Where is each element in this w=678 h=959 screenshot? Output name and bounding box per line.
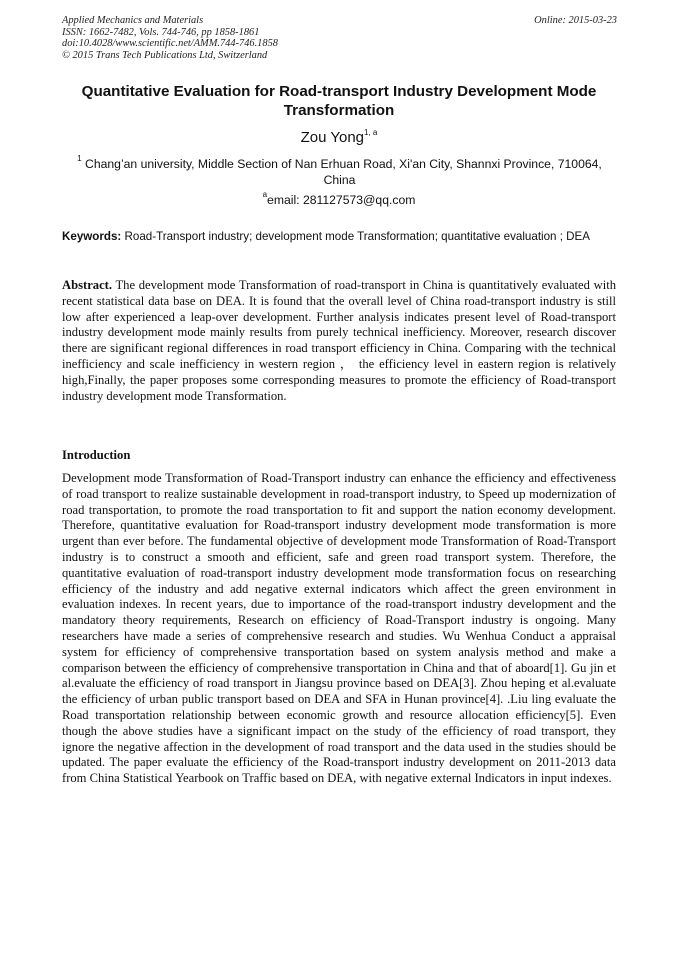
journal-header: [62, 15, 617, 61]
section-heading-introduction: Introduction: [62, 448, 131, 462]
online-date: Online: 2015-03-23: [534, 15, 617, 26]
email-sup: a: [262, 190, 268, 199]
paper-title: Quantitative Evaluation for Road-transport Industry Development Mode Transformation: [81, 83, 597, 119]
email-line: [0, 192, 678, 208]
journal-name: Applied Mechanics and Materials: [62, 15, 204, 26]
keywords-label: Keywords:: [62, 230, 122, 243]
abstract: [62, 278, 616, 404]
journal-doi: doi:10.4028/www.scientific.net/AMM.744-746.1858: [62, 38, 278, 49]
email-text: email: 281127573@qq.com: [267, 193, 416, 207]
abstract-label: Abstract.: [62, 278, 113, 292]
journal-copyright: © 2015 Trans Tech Publications Ltd, Switzerland: [62, 49, 268, 61]
affiliation-sup: 1: [77, 154, 82, 163]
abstract-text: The development mode Transformation of road-transport in China is quantitatively evaluated with recent statistical data base on DEA. It is found that the overall level of China road-transport industry is still low after experienced a leap-over development. Further analysis indicates present level of Road-transport industry development mode mainly results from purely technical inefficiency. Moreover, research discover there are significant regional differences in road transport efficiency in China. Comparing with the technical inefficiency and scale inefficiency in western region ， the efficiency level in eastern region is relatively high,Finally, the paper proposes some corresponding measures to promote the efficiency of Road-transport industry development mode Transformation.: [62, 278, 616, 403]
introduction-text: Development mode Transformation of Road-Transport industry can enhance the efficiency and effectiveness of road transport to realize sustainable development in road-transport industry, to Speed up modernization of road transportation, to promote the road transportation to fit and support the nation economy development. Therefore, quantitative evaluation for Road-transport industry development mode transformation is more urgent than ever before. The fundamental objective of development mode Transformation of Road-Transport industry is to construct a smooth and efficient, safe and green road transport system. Therefore, the quantitative evaluation of road-transport industry development mode transformation focus on researching efficiency of the industry and add negative external indicators which affect the green environment in evaluation indexes. In recent years, due to importance of the road-transport industry development and the mandatory theory requirements, Research on efficiency of Road-Transport industry is ongoing. Many researchers have made a series of comprehensive research and studies. Wu Wenhua Conduct a appraisal system for efficiency of comprehensive transportation based on system analysis method and make a comparison between the efficiency of comprehensive transportation in China and that of aboard[1]. Gu jin et al.evaluate the efficiency of road transport in Jiangsu province based on DEA[3]. Zhou heping et al.evaluate the efficiency of urban public transport based on DEA and SFA in Hunan province[4]. .Liu ling evaluate the Road transportation relationship between economic growth and resource allocation efficiency[5]. Even though the above studies have a significant impact on the study of the efficiency of road transport, they ignore the negative affection in the development of road transport and the data used in the studies should be updated. The paper evaluate the efficiency of the Road-transport industry development on 2011-2013 data from China Statistical Yearbook on Traffic based on DEA, with negative external Indicators in input indexes.: [62, 471, 616, 786]
affiliation: [62, 156, 617, 188]
author-name: Zou Yong: [300, 129, 365, 146]
keywords: [62, 229, 616, 244]
affiliation-text: Chang’an university, Middle Section of Nan Erhuan Road, Xi'an City, Shannxi Province, 710064, China: [85, 157, 602, 187]
journal-issn: ISSN: 1662-7482, Vols. 744-746, pp 1858-1861: [62, 26, 260, 38]
keywords-text: Road-Transport industry; development mode Transformation; quantitative evaluation ; DEA: [124, 230, 591, 243]
author: [0, 129, 678, 147]
author-sup: 1, a: [364, 128, 378, 137]
